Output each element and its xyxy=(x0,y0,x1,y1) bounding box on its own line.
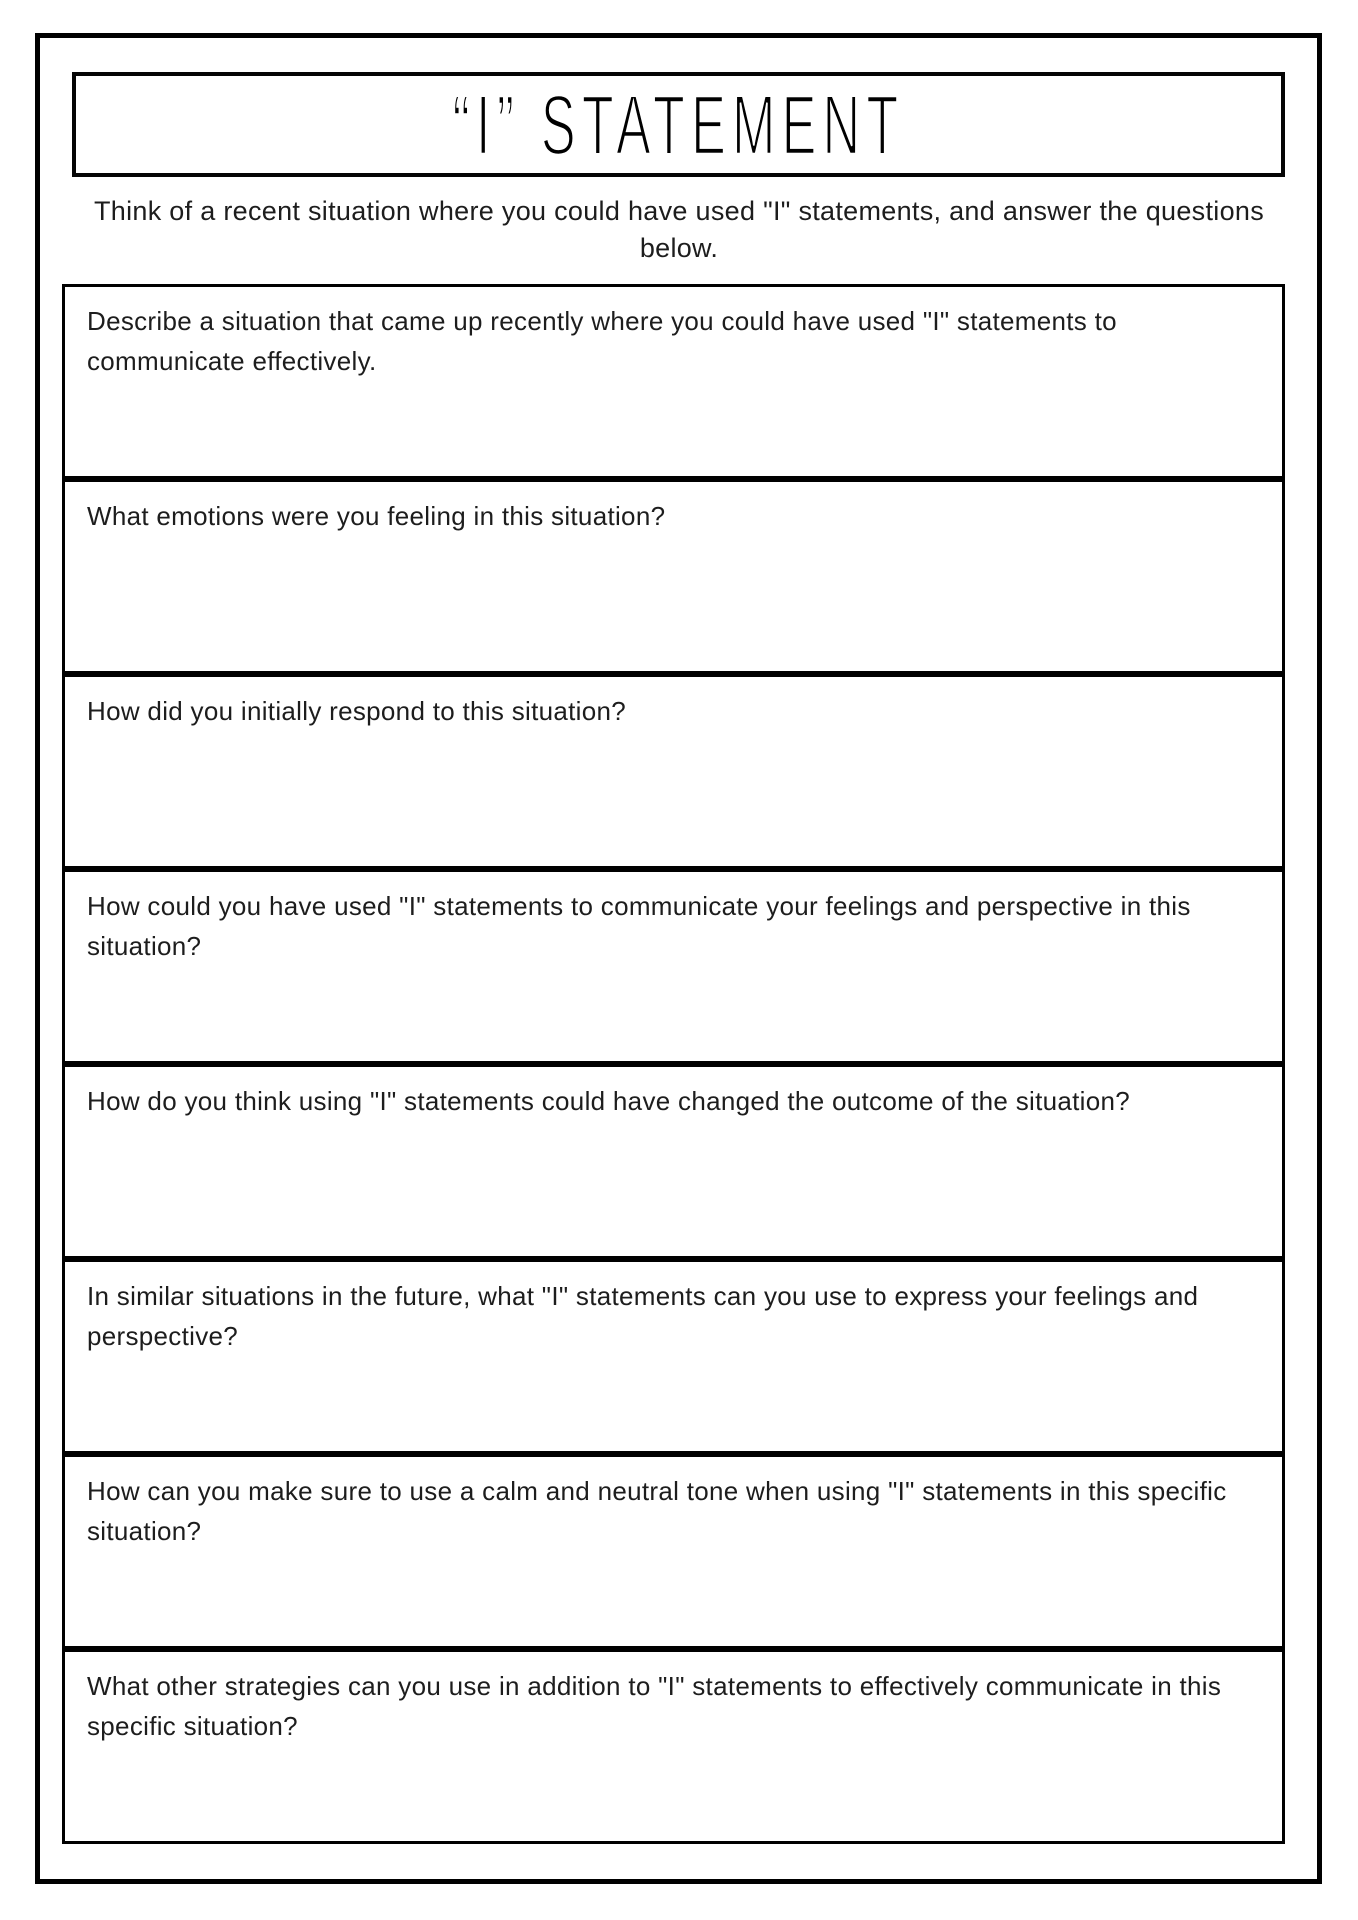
answer-area-5[interactable] xyxy=(87,1121,1252,1250)
questions-list xyxy=(62,284,1285,1844)
question-box-6 xyxy=(62,1259,1285,1454)
question-box-3 xyxy=(62,674,1285,869)
question-label: What emotions were you feeling in this situation? xyxy=(87,501,666,531)
question-label: In similar situations in the future, what "I" statements can you use to express your feelings and perspective? xyxy=(87,1281,1199,1351)
answer-area-3[interactable] xyxy=(87,731,1252,860)
question-label: How could you have used "I" statements to communicate your feelings and perspective in this situation? xyxy=(87,891,1191,961)
instruction-text: Think of a recent situation where you could have used "I" statements, and answer the questions below. xyxy=(93,196,1265,263)
question-box-4 xyxy=(62,869,1285,1064)
answer-area-4[interactable] xyxy=(87,966,1252,1055)
answer-area-1[interactable] xyxy=(87,381,1252,470)
answer-area-7[interactable] xyxy=(87,1551,1252,1640)
answer-area-6[interactable] xyxy=(87,1356,1252,1445)
question-box-5 xyxy=(62,1064,1285,1259)
title-box xyxy=(72,72,1285,177)
answer-area-8[interactable] xyxy=(87,1746,1252,1835)
question-label: Describe a situation that came up recently where you could have used "I" statements to communicate effectively. xyxy=(87,306,1117,376)
answer-area-2[interactable] xyxy=(87,536,1252,665)
page-title: “I” STATEMENT xyxy=(452,77,905,172)
question-label: How do you think using "I" statements could have changed the outcome of the situation? xyxy=(87,1086,1130,1116)
question-box-1 xyxy=(62,284,1285,479)
question-label: How did you initially respond to this situation? xyxy=(87,696,627,726)
question-box-7 xyxy=(62,1454,1285,1649)
question-label: What other strategies can you use in addition to "I" statements to effectively communicate in this specific situation? xyxy=(87,1671,1222,1741)
question-label: How can you make sure to use a calm and neutral tone when using "I" statements in this specific situation? xyxy=(87,1476,1227,1546)
question-box-2 xyxy=(62,479,1285,674)
question-box-8 xyxy=(62,1649,1285,1844)
